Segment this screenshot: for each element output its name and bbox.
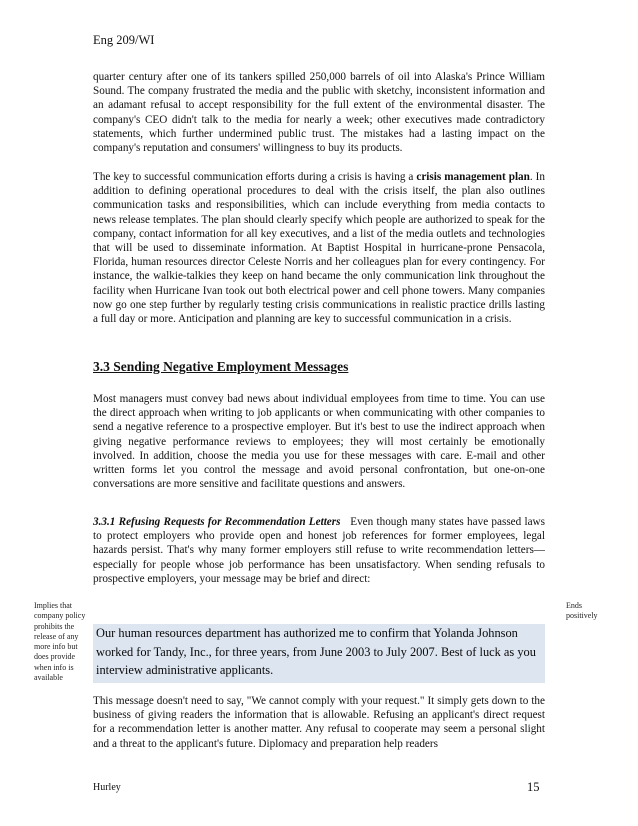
- margin-note-left: Implies that company policy prohibits the release of any more info but does provide when info is available: [34, 601, 86, 683]
- paragraph-crisis-plan: [93, 170, 545, 326]
- paragraph-refusal-explanation: This message doesn't need to say, "We cannot comply with your request." It simply gets down to the business of giving readers the information that is allowable. Refusing an applicant's direct request for a recommendation letter is another matter. Any refusal to cooperate may seem a personal slight and a threat to the applicant's future. Diplomacy and preparation help readers: [93, 695, 545, 750]
- paragraph-exxon-example: quarter century after one of its tankers spilled 250,000 barrels of oil into Alaska's Prince William Sound. The company frustrated the media and the public with sketchy, inconsistent information and an adamant refusal to accept responsibility for the full extent of the environmental disaster. The company's CEO didn't talk to the media for nearly a week; other executives made contradictory statements, which further undermined public trust. The mistakes had a lasting impact on the company's reputation and consumers' willingness to buy its products.: [93, 71, 545, 155]
- margin-note-right: Ends positively: [566, 601, 598, 621]
- crisis-plan-intro: The key to successful communication efforts during a crisis is having a: [93, 171, 417, 183]
- paragraph-negative-employment: Most managers must convey bad news about individual employees from time to time. You can use the direct approach when writing to job applicants or when communicating with other companies to send a negative reference to a prospective employer. But it's best to use the indirect approach when giving negative performance reviews to employees; they will most certainly be emotionally involved. In addition, choose the media you use for these messages with care. E-mail and other written forms let you control the message and avoid personal confrontation, but one-on-one conversations are more sensitive and facilitate questions and answers.: [93, 393, 545, 491]
- crisis-plan-body: . In addition to defining operational procedures to deal with the crisis itself, the plan also outlines communication tasks and responsibilities, which can include everything from media contacts to news release templates. The plan should clearly specify which people are authorized to speak for the company, contact information for all key executives, and a list of the media outlets and technologies that will be used to disseminate information. At Baptist Hospital in hurricane-prone Pensacola, Florida, human resources director Celeste Norris and her colleagues plan for every contingency. For instance, the walkie-talkies they keep on hand became the only communication link throughout the facility when Hurricane Ivan took out both electrical power and cell phone towers. Many companies now go one step further by regularly testing crisis communications in realistic practice drills lasting a full day or more. Anticipation and planning are key to successful communication in a crisis.: [93, 171, 545, 326]
- example-message-box: Our human resources department has authorized me to confirm that Yolanda Johnson worked for Tandy, Inc., for three years, from June 2003 to July 2007. Best of luck as you interview administrative applicants.: [93, 624, 545, 683]
- paragraph-refusing-requests: [93, 515, 545, 586]
- crisis-management-plan-term: crisis management plan: [416, 171, 530, 183]
- section-heading-3-3: 3.3 Sending Negative Employment Messages: [93, 359, 349, 374]
- refusing-requests-body: Even though many states have passed laws to protect employers who provide open and honest job references for former employees, legal hazards persist. That's why many former employers still refuse to write recommendation letters—especially for people whose job performance has been unsatisfactory. When sending refusals to prospective employers, your message may be brief and direct:: [93, 516, 545, 585]
- subsection-heading-3-3-1: 3.3.1 Refusing Requests for Recommendation Letters: [93, 516, 341, 528]
- footer-author: Hurley: [93, 782, 121, 793]
- page-header-course: Eng 209/WI: [93, 33, 155, 47]
- page-number: 15: [527, 780, 540, 794]
